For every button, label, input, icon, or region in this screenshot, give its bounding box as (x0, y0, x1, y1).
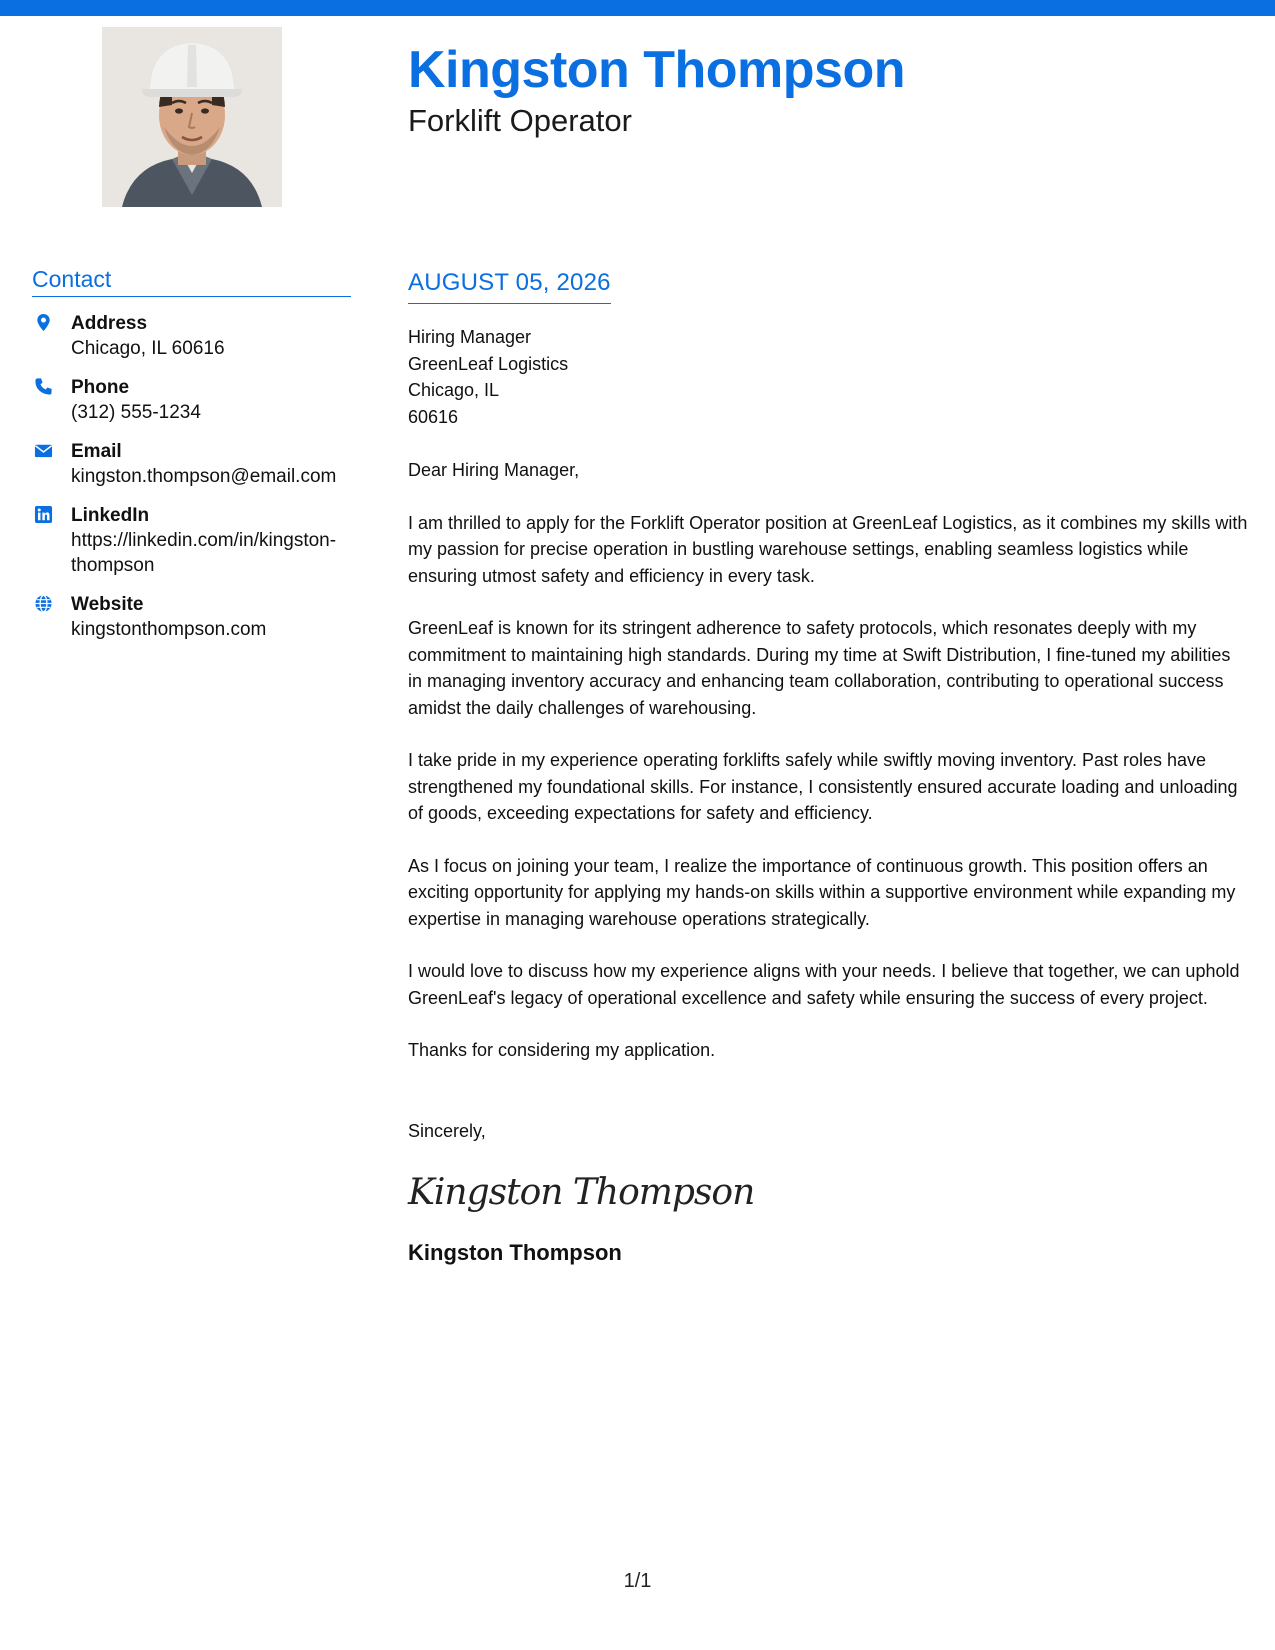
recipient-zip: 60616 (408, 406, 459, 427)
linkedin-icon (34, 505, 53, 524)
letter-date: AUGUST 05, 2026 (408, 269, 611, 304)
profile-photo (102, 27, 282, 207)
contact-label: Phone (71, 377, 130, 398)
envelope-icon (34, 441, 53, 460)
letter-paragraph: I am thrilled to apply for the Forklift Operator position at GreenLeaf Logistics, as it combines my skills with my passion for precise operation in bustling warehouse settings, enabling seamless logistics while ensuring utmost safety and efficiency in every task. (408, 512, 1248, 586)
phone-value: (312) 555-1234 (71, 402, 201, 423)
email-value[interactable]: kingston.thompson@email.com (71, 466, 337, 487)
contact-item-address (32, 311, 351, 361)
letter-body (408, 269, 1248, 1266)
page-number: 1/1 (623, 1570, 652, 1592)
contact-item-website (32, 592, 351, 642)
globe-icon (34, 594, 53, 613)
recipient-company: GreenLeaf Logistics (408, 353, 569, 374)
recipient-block (408, 324, 1248, 430)
phone-icon (34, 377, 53, 396)
contact-label: Email (71, 441, 122, 462)
recipient-title: Hiring Manager (408, 327, 532, 347)
salutation: Dear Hiring Manager, (408, 460, 580, 480)
candidate-role: Forklift Operator (408, 103, 632, 138)
top-accent-bar (0, 0, 1275, 16)
website-value[interactable]: kingstonthompson.com (71, 619, 267, 640)
contact-item-email (32, 439, 351, 489)
contact-label: Address (71, 313, 148, 334)
candidate-name: Kingston Thompson (408, 41, 905, 99)
linkedin-value[interactable]: https://linkedin.com/in/kingston-thompson (71, 530, 337, 576)
contact-label: Website (71, 594, 144, 615)
contact-heading: Contact (32, 266, 351, 297)
letter-paragraph: As I focus on joining your team, I realize the importance of continuous growth. This position offers an exciting opportunity for applying my hands-on skills within a supportive environment while expanding my expertise in managing warehouse operations strategically. (408, 855, 1236, 929)
letter-paragraph: I would love to discuss how my experience aligns with your needs. I believe that together, we can uphold GreenLeaf's legacy of operational excellence and safety while ensuring the success of every project. (408, 961, 1240, 1008)
recipient-city: Chicago, IL (408, 380, 500, 400)
contact-label: LinkedIn (71, 505, 150, 526)
map-pin-icon (34, 313, 53, 332)
contact-item-linkedin (32, 503, 351, 578)
signoff-name: Kingston Thompson (408, 1240, 622, 1265)
letter-paragraph: I take pride in my experience operating forklifts safely while swiftly moving inventory. Past roles have strengthened my foundational skills. For instance, I consistently ensured accurate loading and unloading of goods, exceeding expectations for safety and efficiency. (408, 750, 1238, 823)
closing: Sincerely, (408, 1120, 486, 1141)
address-value: Chicago, IL 60616 (71, 338, 225, 359)
contact-sidebar (32, 266, 351, 642)
letter-paragraph: Thanks for considering my application. (408, 1040, 716, 1060)
contact-item-phone (32, 375, 351, 425)
handwritten-signature: Kingston Thompson (408, 1172, 755, 1213)
letter-paragraph: GreenLeaf is known for its stringent adherence to safety protocols, which resonates deeply with my commitment to maintaining high standards. During my time at Swift Distribution, I fine-tuned my abilities in managing inventory accuracy and enhancing team collaboration, contributing to operational success amidst the daily challenges of warehousing. (408, 618, 1231, 718)
